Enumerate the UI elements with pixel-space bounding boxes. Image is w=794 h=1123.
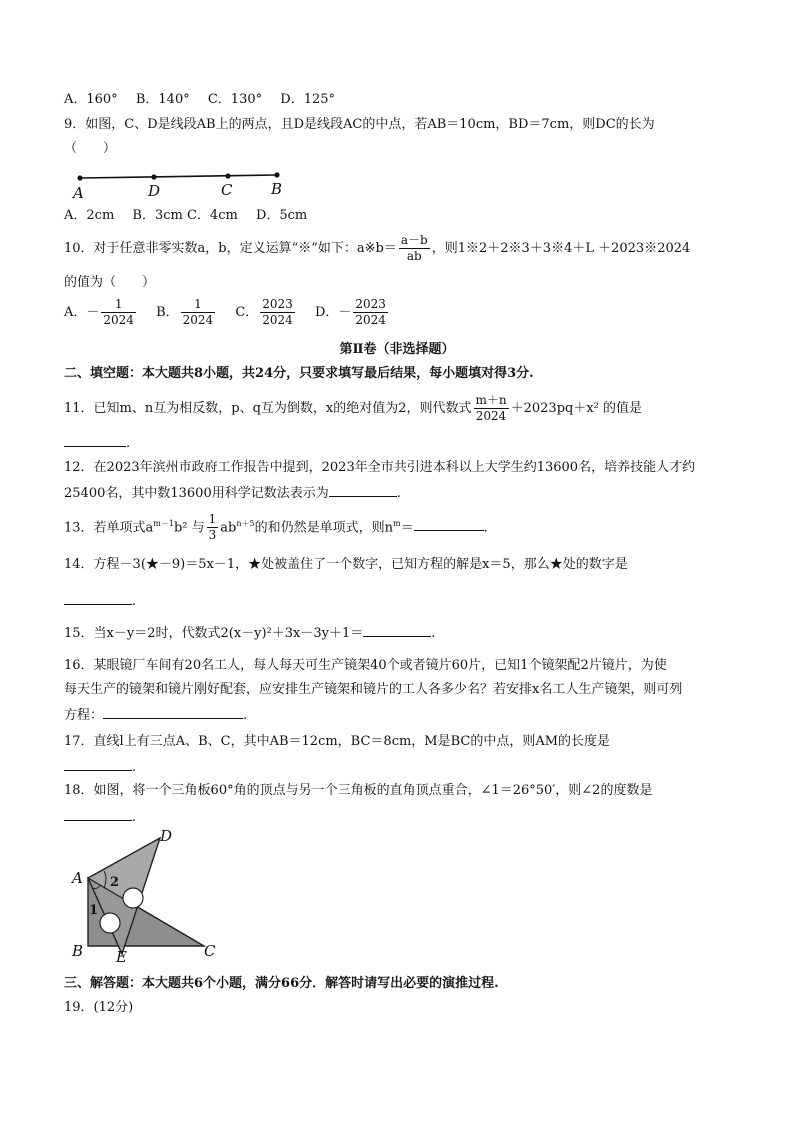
- q10-option-c: [235, 296, 297, 330]
- q11-frac-den: 2024: [475, 409, 507, 423]
- q10-options: [64, 296, 404, 330]
- q16-period: .: [243, 708, 248, 723]
- q10-stem-b: ，则1※2＋2※3＋3※4＋L ＋2023※2024: [431, 241, 691, 256]
- q13-period: .: [483, 520, 488, 536]
- label-d: D: [160, 828, 173, 845]
- q10-option-c-num: 2023: [262, 297, 293, 311]
- q13-text-a: 13．若单项式a: [64, 520, 154, 536]
- set-square-hole-lower: [100, 913, 120, 933]
- q16-line3: [64, 704, 247, 726]
- q16-line2: 每天生产的镜架和镜片刚好配套，应安排生产镜架和镜片的工人各多少名？若安排x名工人生产镜架，则可列: [64, 682, 683, 697]
- q18-line1: 18．如图，将一个三角板60°角的顶点与另一个三角板的直角顶点重合，∠1＝26°50′，则∠2的度数是: [64, 783, 653, 798]
- q10-stem-c: 的值为（ ）: [64, 275, 156, 290]
- q15-line: [64, 622, 435, 644]
- q13-frac-den: 3: [208, 528, 217, 543]
- section-2-title: 第Ⅱ卷（非选择题）: [339, 342, 455, 357]
- q10-option-d-label: D．－: [314, 305, 352, 320]
- label-angle-1: 1: [89, 903, 99, 918]
- q17-answer-blank[interactable]: [64, 756, 132, 771]
- q10-option-a-num: 1: [101, 297, 136, 313]
- point-a-dot: [77, 175, 82, 180]
- q10-option-a: [64, 296, 138, 330]
- q10-stem: [64, 232, 690, 266]
- q13-text-b: b² 与: [173, 520, 205, 536]
- q10-option-b-frac: [181, 297, 216, 328]
- q10-option-d: [315, 296, 390, 330]
- q16-line1: 16．某眼镜厂车间有20名工人，每人每天可生产镜架40个或者镜片60片，已知1个镜架配2片镜片，为使: [64, 658, 667, 673]
- q14-period: .: [132, 594, 137, 609]
- q10-option-c-den: 2024: [262, 313, 293, 327]
- q11-frac-num: m＋n: [475, 393, 507, 407]
- point-b-label: B: [271, 180, 283, 198]
- q10-option-c-frac: [260, 297, 295, 328]
- point-b-dot: [274, 172, 279, 177]
- q10-option-d-frac: [353, 297, 388, 328]
- q17-period: .: [132, 760, 137, 775]
- q10-option-b-label: B．: [156, 305, 179, 320]
- q18-answer-blank[interactable]: [64, 806, 132, 821]
- q8-option-b: B．140°: [135, 92, 190, 107]
- q18-answer-line: [64, 806, 136, 828]
- q16-answer-blank[interactable]: [103, 704, 243, 719]
- q13-text-c: ab: [220, 520, 237, 536]
- q9-option-bc: B．3cm C．4cm: [132, 208, 238, 223]
- q8-options: [64, 90, 349, 110]
- q9-options: [64, 206, 321, 226]
- q18-triangles-figure: [64, 828, 234, 963]
- q11-answer-blank[interactable]: [64, 432, 126, 447]
- q10-frac-num: a－b: [400, 233, 428, 247]
- q12-line2-text: 25400名，其中数13600用科学记数法表示为: [64, 486, 329, 501]
- label-e: E: [116, 948, 127, 963]
- q19-title: 19．(12分): [64, 1000, 134, 1015]
- q10-option-d-num: 2023: [355, 297, 386, 311]
- q8-option-c: C．130°: [207, 92, 263, 107]
- q12-line2: [64, 482, 401, 504]
- q10-option-b-num: 1: [181, 297, 216, 313]
- label-angle-2: 2: [110, 875, 120, 890]
- q10-option-b: [156, 296, 217, 330]
- q12-period: .: [396, 486, 401, 501]
- point-d-dot: [151, 174, 156, 179]
- solve-header: 三、解答题：本大题共6个小题，满分66分．解答时请写出必要的演推过程.: [64, 976, 499, 991]
- point-d-label: D: [148, 182, 161, 200]
- label-a: A: [72, 869, 83, 887]
- q18-period: .: [132, 810, 137, 825]
- q14-line1: 14．方程－3(★－9)＝5x－1，★处被盖住了一个数字，已知方程的解是x＝5，那么★处的数字是: [64, 557, 628, 572]
- q13-exp-d: m: [393, 519, 401, 528]
- q17-answer-line: [64, 756, 136, 778]
- q14-answer-blank[interactable]: [64, 590, 132, 605]
- q10-option-a-den: 2024: [103, 313, 134, 327]
- q17-line1: 17．直线l上有三点A、B、C，其中AB＝12cm，BC＝8cm，M是BC的中点，则AM的长度是: [64, 734, 611, 749]
- q10-option-b-den: 2024: [182, 313, 214, 327]
- q16-line3-text: 方程：: [64, 708, 104, 723]
- q13-stem: [64, 507, 488, 545]
- q10-option-c-label: C．: [235, 305, 259, 320]
- q10-fraction: [399, 233, 430, 264]
- q9-stem: 9．如图，C、D是线段AB上的两点，且D是线段AC的中点，若AB＝10cm，BD＝7cm，则DC的长为: [64, 117, 655, 132]
- q10-option-d-den: 2024: [355, 313, 386, 327]
- point-c-label: C: [221, 181, 233, 199]
- q13-exp-c: n＋5: [236, 519, 255, 528]
- q9-option-a: A．2cm: [64, 208, 115, 223]
- q13-text-d: 的和仍然是单项式，则n: [254, 520, 393, 536]
- q11-fraction: [474, 393, 509, 424]
- q10-option-a-label: A．－: [64, 305, 100, 320]
- label-b: B: [72, 942, 84, 960]
- q11-stem-b: ＋2023pq＋x² 的值是: [510, 401, 643, 416]
- q11-period: .: [126, 436, 131, 451]
- q13-answer-blank[interactable]: [414, 516, 484, 531]
- q11-answer-line: [64, 432, 130, 454]
- label-c: C: [204, 942, 216, 960]
- q11-stem: [64, 392, 642, 426]
- q10-option-a-frac: [101, 297, 136, 328]
- q8-option-a: A．160°: [64, 92, 118, 107]
- q15-text: 15．当x－y＝2时，代数式2(x－y)²＋3x－3y＋1＝: [64, 626, 364, 641]
- q13-text-e: ＝: [400, 520, 414, 536]
- q15-period: .: [431, 626, 436, 641]
- q12-answer-blank[interactable]: [329, 482, 397, 497]
- q8-option-d: D．125°: [280, 92, 336, 107]
- q9-paren: （ ）: [64, 141, 117, 156]
- q14-answer-line: [64, 590, 136, 612]
- q13-fraction: [207, 512, 219, 543]
- point-a-label: A: [73, 184, 84, 202]
- q10-stem-a: 10．对于任意非零实数a，b，定义运算“※”如下：a※b＝: [64, 241, 397, 256]
- fill-in-header: 二、填空题：本大题共8小题，共24分，只要求填写最后结果，每小题填对得3分.: [64, 366, 534, 381]
- q11-stem-a: 11．已知m、n互为相反数，p、q互为倒数，x的绝对值为2，则代数式: [64, 401, 472, 416]
- point-c-dot: [225, 173, 230, 178]
- q9-option-d: D．5cm: [255, 208, 308, 223]
- q12-line1: 12．在2023年滨州市政府工作报告中提到，2023年全市共引进本科以上大学生约13600名，培养技能人才约: [64, 460, 696, 475]
- segment-ab: [80, 175, 277, 178]
- set-square-hole-upper: [123, 888, 143, 908]
- q13-exp-a: m－1: [153, 519, 174, 528]
- q10-frac-den: ab: [406, 249, 422, 263]
- q15-answer-blank[interactable]: [363, 622, 431, 637]
- q13-frac-num: 1: [208, 512, 217, 527]
- q9-segment-figure: [64, 165, 304, 205]
